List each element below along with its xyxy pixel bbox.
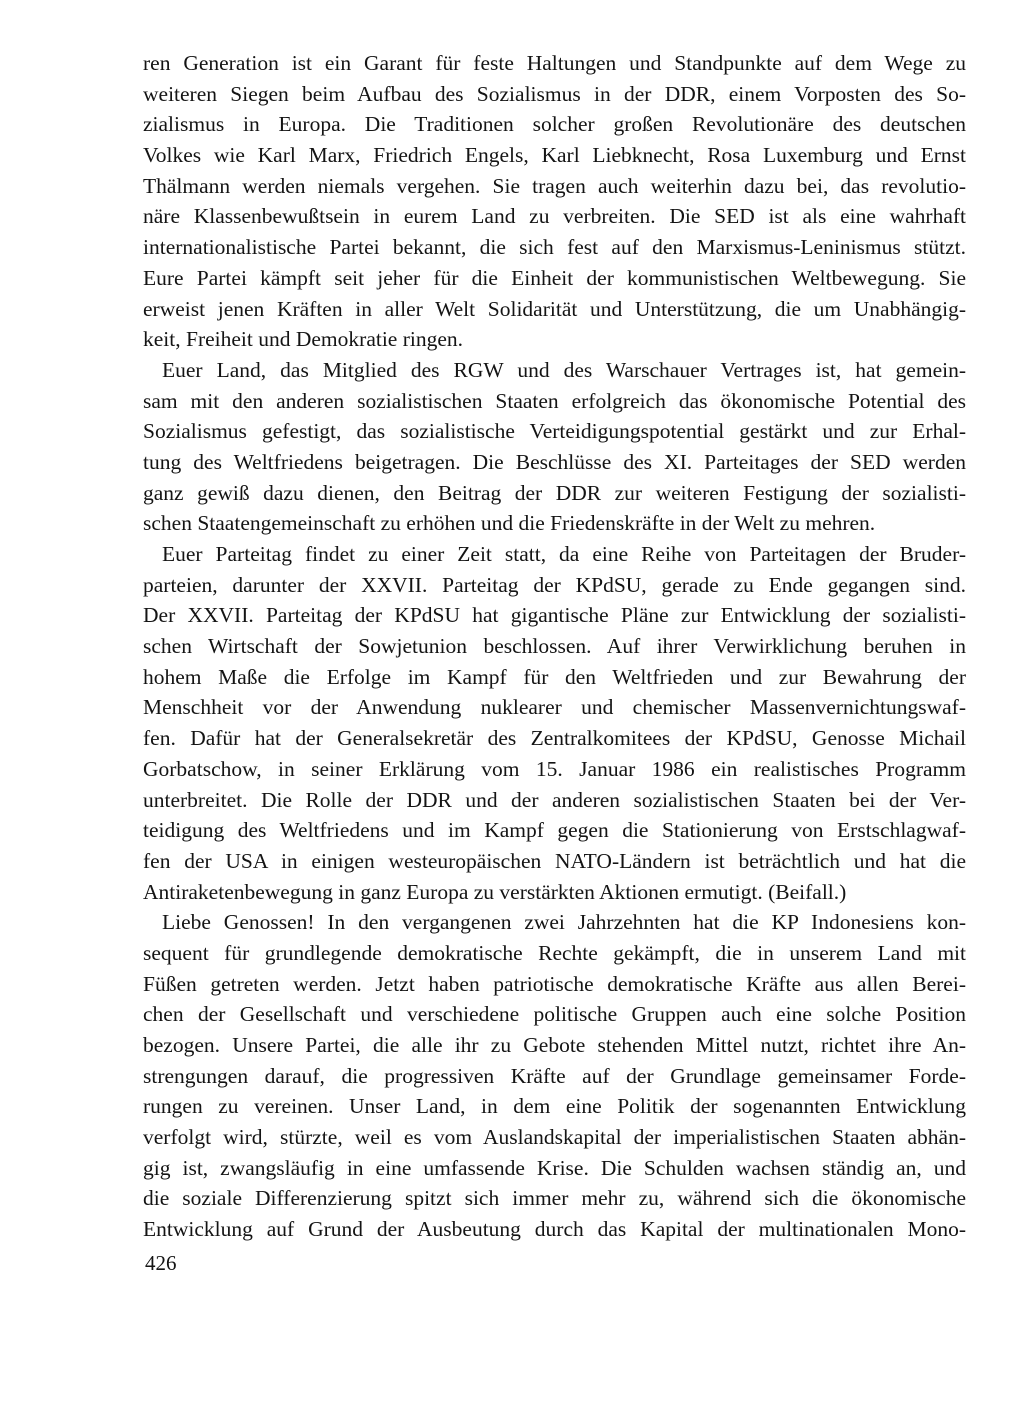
text-line: chen der Gesellschaft und verschiedene politische Gruppen auch eine solche Position [143, 1002, 966, 1027]
text-line: Eure Partei kämpft seit jeher für die Einheit der kommunistischen Weltbewegung. Sie [143, 265, 966, 290]
text-line: sequent für grundlegende demokratische Rechte gekämpft, die in unserem Land mit [143, 940, 966, 965]
text-line: Euer Land, das Mitglied des RGW und des Warschauer Vertrages ist, hat gemein- [162, 357, 966, 382]
text-line: Der XXVII. Parteitag der KPdSU hat gigantische Pläne zur Entwicklung der sozialisti- [143, 603, 966, 628]
text-line: Entwicklung auf Grund der Ausbeutung durch das Kapital der multinationalen Mono- [143, 1217, 966, 1242]
text-line: Gorbatschow, in seiner Erklärung vom 15. Januar 1986 ein realistisches Programm [143, 756, 966, 781]
text-line: Liebe Genossen! In den vergangenen zwei Jahrzehnten hat die KP Indonesiens kon- [162, 910, 966, 935]
text-line: die soziale Differenzierung spitzt sich immer mehr zu, während sich die ökonomische [143, 1186, 966, 1211]
text-line: schen Wirtschaft der Sowjetunion beschlossen. Auf ihrer Verwirklichung beruhen in [143, 634, 966, 659]
text-line: tung des Weltfriedens beigetragen. Die Beschlüsse des XI. Parteitages der SED werden [143, 449, 966, 474]
text-line: strengungen darauf, die progressiven Kräfte auf der Grundlage gemeinsamer Forde- [143, 1063, 966, 1088]
text-line: bezogen. Unsere Partei, die alle ihr zu Gebote stehenden Mittel nutzt, richtet ihre An- [143, 1033, 966, 1057]
text-line: gig ist, zwangsläufig in eine umfassende Krise. Die Schulden wachsen ständig an, und [143, 1155, 966, 1180]
text-line: Füßen getreten werden. Jetzt haben patriotische demokratische Kräfte aus allen Berei- [143, 971, 966, 996]
text-line: Sozialismus gefestigt, das sozialistische Verteidigungspotential gestärkt und zur Erhal- [143, 419, 966, 444]
text-line: parteien, darunter der XXVII. Parteitag der KPdSU, gerade zu Ende gegangen sind. [143, 572, 966, 597]
text-line: keit, Freiheit und Demokratie ringen. [143, 327, 464, 352]
text-line: näre Klassenbewußtsein in eurem Land zu verbreiten. Die SED ist als eine wahrhaft [143, 204, 966, 229]
text-line: Volkes wie Karl Marx, Friedrich Engels, Karl Liebknecht, Rosa Luxemburg und Ernst [143, 143, 966, 168]
body-text [143, 48, 966, 1245]
text-line: internationalistische Partei bekannt, die sich fest auf den Marxismus-Leninismus stützt. [143, 235, 966, 260]
text-line: Antiraketenbewegung in ganz Europa zu verstärkten Aktionen ermutigt. (Beifall.) [143, 879, 847, 904]
text-line: fen. Dafür hat der Generalsekretär des Zentralkomitees der KPdSU, Genosse Michail [143, 726, 966, 751]
text-line: Euer Parteitag findet zu einer Zeit statt, da eine Reihe von Parteitagen der Bruder- [162, 542, 966, 566]
page-number: 426 [145, 1251, 177, 1275]
text-line: rungen zu vereinen. Unser Land, in dem eine Politik der sogenannten Entwicklung [143, 1094, 966, 1119]
text-line: verfolgt wird, stürzte, weil es vom Auslandskapital der imperialistischen Staaten abhän- [143, 1125, 966, 1150]
text-line: ganz gewiß dazu dienen, den Beitrag der DDR zur weiteren Festigung der sozialisti- [143, 480, 966, 505]
text-line: weiteren Siegen beim Aufbau des Sozialismus in der DDR, einem Vorposten des So- [143, 81, 966, 106]
text-line: ren Generation ist ein Garant für feste Haltungen und Standpunkte auf dem Wege zu [143, 51, 966, 75]
text-line: erweist jenen Kräften in aller Welt Solidarität und Unterstützung, die um Unabhängig- [143, 296, 966, 321]
text-line: Thälmann werden niemals vergehen. Sie tragen auch weiterhin dazu bei, das revolutio- [143, 173, 966, 198]
text-line: unterbreitet. Die Rolle der DDR und der anderen sozialistischen Staaten bei der Ver- [143, 787, 966, 812]
text-line: sam mit den anderen sozialistischen Staaten erfolgreich das ökonomische Potential des [143, 388, 966, 413]
text-line: zialismus in Europa. Die Traditionen solcher großen Revolutionäre des deutschen [143, 112, 966, 137]
text-line: fen der USA in einigen westeuropäischen NATO-Ländern ist beträchtlich und hat die [143, 848, 966, 873]
text-line: hohem Maße die Erfolge im Kampf für den Weltfrieden und zur Bewahrung der [143, 664, 966, 689]
text-line: teidigung des Weltfriedens und im Kampf gegen die Stationierung von Erstschlagwaf- [143, 818, 966, 843]
text-line: Menschheit vor der Anwendung nuklearer und chemischer Massenvernichtungswaf- [143, 695, 966, 720]
text-line: schen Staatengemeinschaft zu erhöhen und die Friedenskräfte in der Welt zu mehren. [143, 511, 876, 536]
